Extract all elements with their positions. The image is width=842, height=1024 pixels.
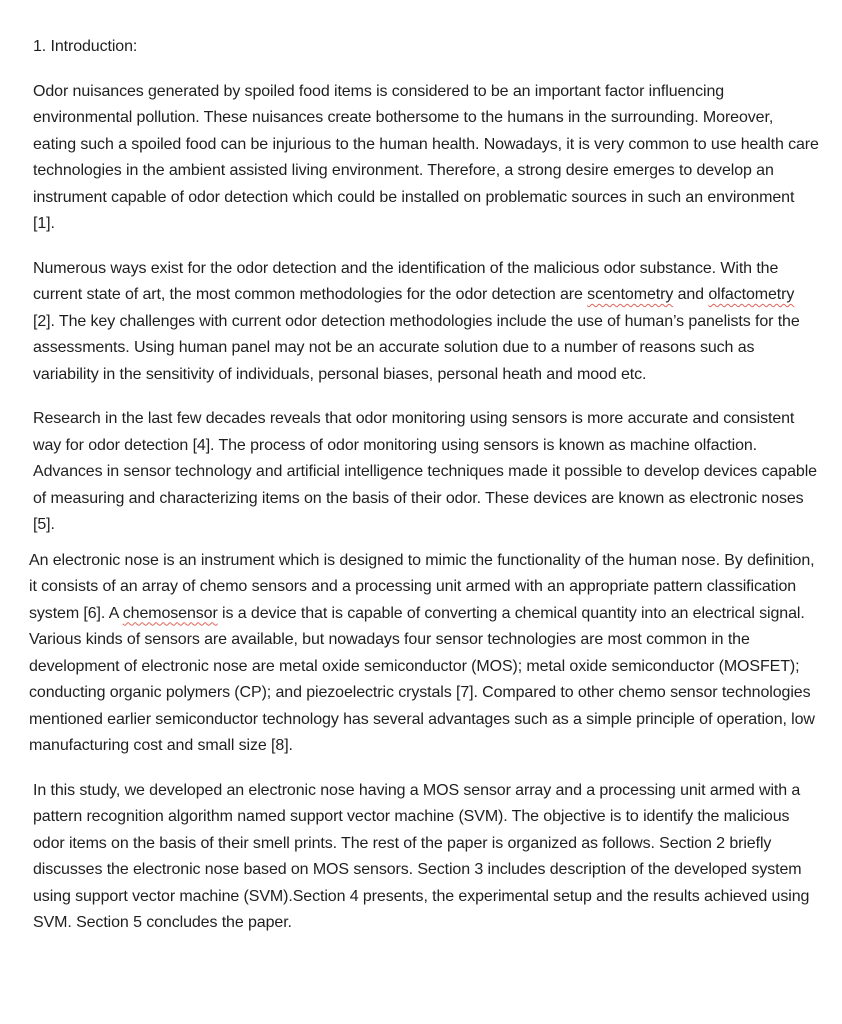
misspelled-word: chemosensor bbox=[122, 604, 218, 622]
paragraph-1: Odor nuisances generated by spoiled food items is considered to be an important factor influencing environmental pollution. These nuisances create bothersome to the humans in the surrounding. Moreover, eating such a spoiled food can be injurious to the human health. Nowadays, it is very common to use health care technologies in the ambient assisted living environment. Therefore, a strong desire emerges to develop an instrument capable of odor detection which could be installed on problematic sources in such an environment [1]. bbox=[33, 82, 819, 232]
document-body bbox=[29, 79, 820, 937]
misspelled-word: scentometry bbox=[587, 286, 674, 303]
misspelled-word: olfactometry bbox=[708, 286, 795, 303]
paragraph-3: Research in the last few decades reveals that odor monitoring using sensors is more accurate and consistent way for odor detection [4]. The process of odor monitoring using sensors is known as machine olfaction. Advances in sensor technology and artificial intelligence techniques made it possible to develop devices capable of measuring and characterizing items on the basis of their odor. These devices are known as electronic noses [5]. bbox=[33, 410, 817, 533]
paragraph-4: An electronic nose is an instrument which is designed to mimic the functionality of the human nose. By definition, it consists of an array of chemo sensors and a processing unit armed with an appropriate pattern classification system [6]. A chemosensor is a device that is capable of converting a chemical quantity into an electrical signal. Various kinds of sensors are available, but nowadays four sensor technologies are most common in the development of electronic nose are metal oxide semiconductor (MOS); metal oxide semiconductor (MOSFET); conducting organic polymers (CP); and piezoelectric crystals [7]. Compared to other chemo sensor technologies mentioned earlier semiconductor technology has several advantages such as a simple principle of operation, low manufacturing cost and small size [8]. bbox=[29, 551, 815, 754]
paragraph-2: Numerous ways exist for the odor detection and the identification of the malicious odor substance. With the current state of art, the most common methodologies for the odor detection are scentometry and olfactometry [2]. The key challenges with current odor detection methodologies include the use of human’s panelists for the assessments. Using human panel may not be an accurate solution due to a number of reasons such as variability in the sensitivity of individuals, personal biases, personal heath and mood etc. bbox=[33, 259, 800, 383]
paragraph-5: In this study, we developed an electronic nose having a MOS sensor array and a processing unit armed with a pattern recognition algorithm named support vector machine (SVM). The objective is to identify the malicious odor items on the basis of their smell prints. The rest of the paper is organized as follows. Section 2 briefly discusses the electronic nose based on MOS sensors. Section 3 includes description of the developed system using support vector machine (SVM).Section 4 presents, the experimental setup and the results achieved using SVM. Section 5 concludes the paper. bbox=[33, 781, 810, 931]
section-heading: 1. Introduction: bbox=[33, 38, 138, 55]
